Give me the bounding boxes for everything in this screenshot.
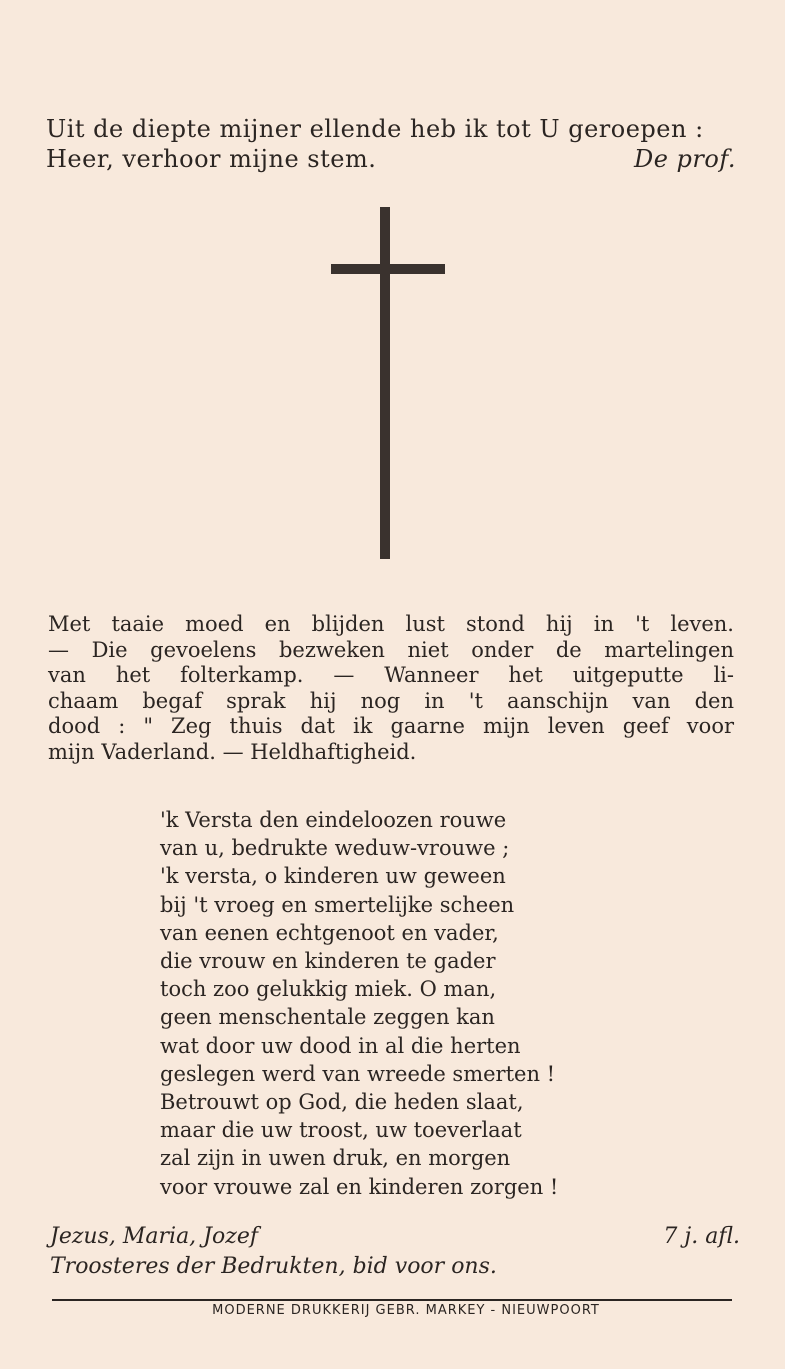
- indulgence-note: 7 j. afl.: [663, 1224, 740, 1249]
- poem-line: wat door uw dood in al die herten: [160, 1033, 521, 1058]
- eulogy-paragraph: [48, 612, 734, 765]
- cross-icon: [331, 207, 445, 559]
- poem-line: toch zoo gelukkig miek. O man,: [160, 977, 497, 1002]
- poem-line: voor vrouwe zal en kinderen zorgen !: [160, 1174, 559, 1199]
- eulogy-line: dood : " Zeg thuis dat ik gaarne mijn leven geef voor: [48, 714, 734, 738]
- scripture-line-2: Heer, verhoor mijne stem.: [46, 145, 377, 173]
- poem-line: maar die uw troost, uw toeverlaat: [160, 1118, 522, 1143]
- scripture-header: [46, 114, 736, 174]
- scripture-line-1: Uit de diepte mijner ellende heb ik tot U geroepen :: [46, 115, 704, 143]
- prayer-line-1: Jezus, Maria, Jozef: [50, 1224, 258, 1249]
- poem-line: Betrouwt op God, die heden slaat,: [160, 1090, 524, 1115]
- closing-prayer: [50, 1222, 740, 1282]
- cross-horizontal-bar: [331, 264, 445, 274]
- prayer-row-1: [50, 1222, 740, 1252]
- scripture-row-2: [46, 144, 736, 174]
- poem-line: van u, bedrukte weduw-vrouwe ;: [160, 836, 510, 861]
- prayer-line-2: Troosteres der Bedrukten, bid voor ons.: [50, 1254, 497, 1279]
- poem-line: van eenen echtgenoot en vader,: [160, 920, 499, 945]
- printer-imprint: MODERNE DRUKKERIJ GEBR. MARKEY - NIEUWPOORT: [212, 1303, 600, 1318]
- poem-line: geslegen werd van wreede smerten !: [160, 1061, 556, 1086]
- eulogy-line: — Die gevoelens bezweken niet onder de martelingen: [48, 637, 734, 662]
- poem-line: die vrouw en kinderen te gader: [160, 949, 496, 974]
- poem-line: 'k versta, o kinderen uw geween: [160, 864, 506, 889]
- poem-line: geen menschentale zeggen kan: [160, 1005, 495, 1030]
- eulogy-line: van het folterkamp. — Wanneer het uitgeputte li-: [48, 663, 734, 687]
- poem-line: bij 't vroeg en smertelijke scheen: [160, 892, 515, 917]
- memorial-poem: [160, 806, 620, 1201]
- eulogy-line: Met taaie moed en blijden lust stond hij in 't leven.: [48, 612, 734, 636]
- poem-line: 'k Versta den eindeloozen rouwe: [160, 808, 507, 832]
- eulogy-line: mijn Vaderland. — Heldhaftigheid.: [48, 739, 417, 764]
- eulogy-line: chaam begaf sprak hij nog in 't aanschijn van den: [48, 688, 734, 713]
- scripture-source: De prof.: [633, 145, 736, 173]
- cross-vertical-bar: [380, 207, 390, 559]
- divider-rule: [52, 1299, 732, 1301]
- poem-line: zal zijn in uwen druk, en morgen: [160, 1146, 511, 1171]
